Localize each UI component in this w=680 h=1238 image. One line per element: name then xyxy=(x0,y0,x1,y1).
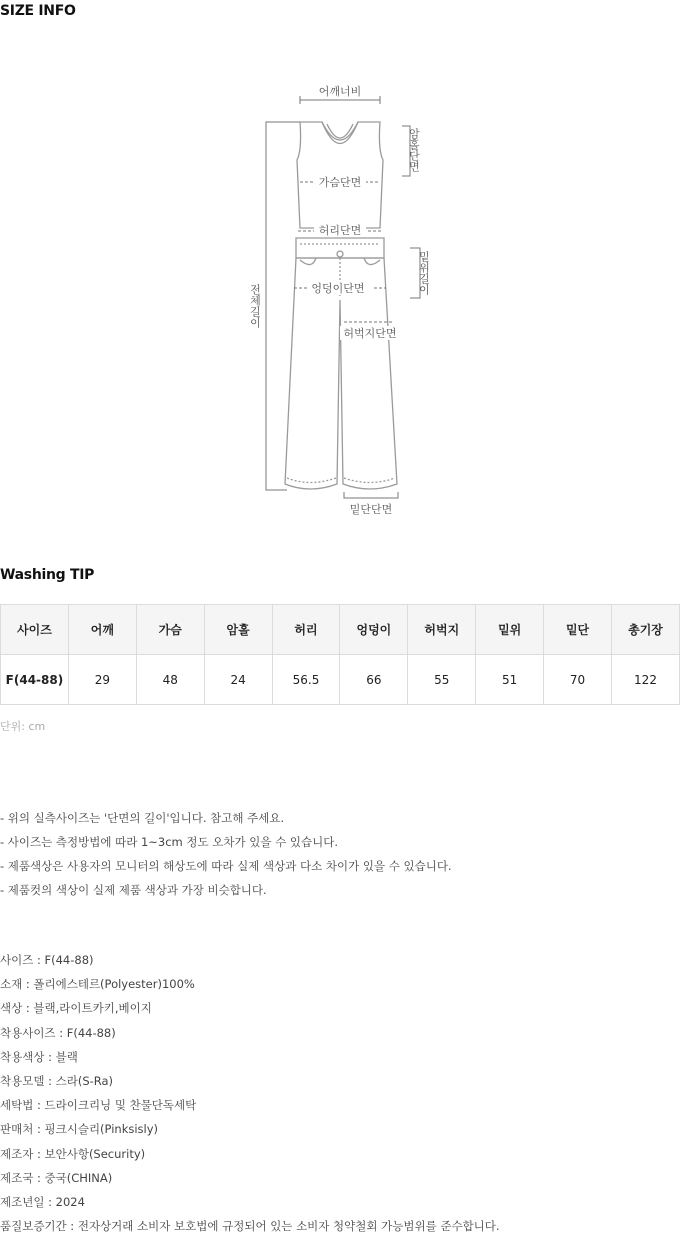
header-cell: 엉덩이 xyxy=(340,605,408,655)
note-item: - 사이즈는 측정방법에 따라 1~3cm 정도 오차가 있을 수 있습니다. xyxy=(0,835,339,849)
size-info-title: SIZE INFO xyxy=(0,3,76,19)
pocket-right xyxy=(364,258,380,265)
hem-line xyxy=(344,492,398,498)
chest-label: 가슴단면 xyxy=(318,176,362,189)
header-cell: 밑단 xyxy=(544,605,612,655)
header-cell: 허리 xyxy=(272,605,340,655)
total-length-line xyxy=(266,122,300,490)
washing-tip-title: Washing TIP xyxy=(0,567,95,583)
header-cell: 허벅지 xyxy=(408,605,476,655)
spec-item: 착용모델 : 스라(S-Ra) xyxy=(0,1074,114,1089)
table-cell: 66 xyxy=(340,655,408,705)
hip-label: 엉덩이단면 xyxy=(311,282,365,295)
unit-note: 단위: cm xyxy=(0,720,46,733)
header-cell: 가슴 xyxy=(136,605,204,655)
note-item: - 위의 실측사이즈는 '단면의 길이'입니다. 참고해 주세요. xyxy=(0,811,285,825)
table-cell: 24 xyxy=(204,655,272,705)
note-item: - 제품색상은 사용자의 모니터의 해상도에 따라 실제 색상과 다소 차이가 있을 수 있습니다. xyxy=(0,859,452,873)
measure-labels xyxy=(248,84,431,516)
spec-item: 제조국 : 중국(CHINA) xyxy=(0,1170,113,1185)
header-cell: 사이즈 xyxy=(1,605,69,655)
hem-left xyxy=(287,478,336,483)
spec-item: 소재 : 폴리에스테르(Polyester)100% xyxy=(0,977,195,992)
notes-list xyxy=(0,806,452,902)
spec-item: 판매처 : 핑크시슬리(Pinksisly) xyxy=(0,1122,159,1137)
header-cell: 암홀 xyxy=(204,605,272,655)
table-cell: 56.5 xyxy=(272,655,340,705)
waist-label: 허리단면 xyxy=(318,224,362,237)
thigh-label: 허벅지단면 xyxy=(343,327,397,340)
spec-item: 품질보증기간 : 전자상거래 소비자 보호법에 규정되어 있는 소비자 청약철회 가능범위를 준수합니다. xyxy=(0,1219,500,1234)
spec-item: 착용색상 : 블랙 xyxy=(0,1049,78,1064)
table-header-row xyxy=(1,605,680,655)
spec-item: 사이즈 : F(44-88) xyxy=(0,953,94,967)
total-length-label: 전체길이 xyxy=(248,284,262,328)
table-cell: 70 xyxy=(544,655,612,705)
size-diagram xyxy=(0,0,680,540)
button-icon xyxy=(337,251,343,257)
hem-right xyxy=(344,478,395,483)
spec-item: 제조년일 : 2024 xyxy=(0,1195,85,1210)
header-cell: 밑위 xyxy=(476,605,544,655)
header-cell: 어깨 xyxy=(68,605,136,655)
rise-label: 밑위길이 xyxy=(417,251,431,295)
measure-lines xyxy=(266,96,420,498)
spec-item: 세탁법 : 드라이크리닝 및 찬물단독세탁 xyxy=(0,1098,197,1113)
table-cell: 55 xyxy=(408,655,476,705)
size-table xyxy=(0,604,680,705)
table-cell: 29 xyxy=(68,655,136,705)
pocket-left xyxy=(300,258,316,265)
table-row xyxy=(1,655,680,705)
table-cell: F(44-88) xyxy=(1,655,69,705)
note-item: - 제품컷의 색상이 실제 제품 색상과 가장 비슷합니다. xyxy=(0,883,267,897)
spec-item: 제조자 : 보안사항(Security) xyxy=(0,1146,146,1161)
spec-item: 색상 : 블랙,라이트카키,베이지 xyxy=(0,1001,152,1016)
shoulder-label: 어깨너비 xyxy=(318,85,362,98)
waistband xyxy=(296,238,384,258)
header-cell: 총기장 xyxy=(612,605,680,655)
product-specs-list xyxy=(0,948,500,1238)
spec-item: 착용사이즈 : F(44-88) xyxy=(0,1025,116,1040)
armhole-label: 암홀단면 xyxy=(407,128,421,172)
hem-label: 밑단단면 xyxy=(349,503,393,516)
table-cell: 122 xyxy=(612,655,680,705)
table-cell: 51 xyxy=(476,655,544,705)
table-cell: 48 xyxy=(136,655,204,705)
